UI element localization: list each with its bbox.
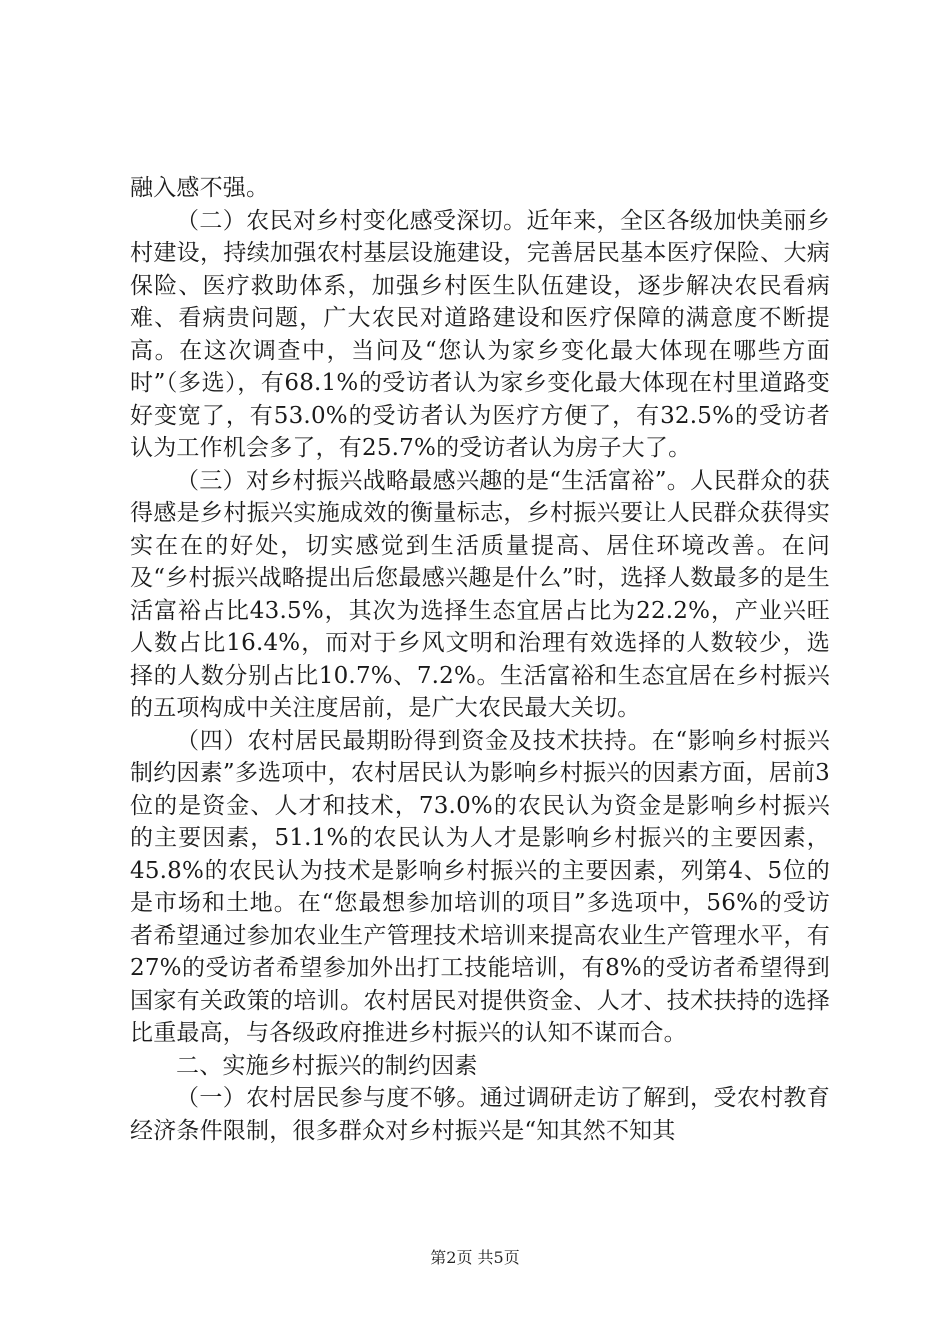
section-heading: 二、实施乡村振兴的制约因素 — [176, 1052, 478, 1079]
paragraph-interest: （三）对乡村振兴战略最感兴趣的是“生活富裕”。人民群众的获得感是乡村振兴实施成效的衡量标志，乡村振兴要让人民群众获得实实在在的好处，切实感觉到生活质量提高、居住环境改善。在问及“乡村振兴战略提出后您最感兴趣是什么”时，选择人数最多的是生活富裕占比43.5%，其次为选择生态宜居占比为22.2%，产业兴旺人数占比16.4%，而对于乡风文明和治理有效选择的人数较少，选择的人数分别占比10.7%、7.2%。生活富裕和生态宜居在乡村振兴的五项构成中关注度居前，是广大农民最大关切。 — [130, 467, 830, 721]
document-body — [130, 172, 830, 1147]
page-footer: 第2页 共5页 — [430, 1248, 520, 1267]
paragraph-rural-change: （二）农民对乡村变化感受深切。近年来，全区各级加快美丽乡村建设，持续加强农村基层设施建设，完善居民基本医疗保险、大病保险、医疗救助体系，加强乡村医生队伍建设，逐步解决农民看病难、看病贵问题，广大农民对道路建设和医疗保障的满意度不断提高。在这次调查中，当问及“您认为家乡变化最大体现在哪些方面时”（多选），有68.1%的受访者认为家乡变化最大体现在村里道路变好变宽了，有53.0%的受访者认为医疗方便了，有32.5%的受访者认为工作机会多了，有25.7%的受访者认为房子大了。 — [130, 207, 830, 461]
paragraph-continuation: 融入感不强。 — [130, 175, 270, 201]
paragraph-participation: （一）农村居民参与度不够。通过调研走访了解到，受农村教育经济条件限制，很多群众对乡村振兴是“知其然不知其 — [130, 1085, 830, 1144]
paragraph-support: （四）农村居民最期盼得到资金及技术扶持。在“影响乡村振兴制约因素”多选项中，农村居民认为影响乡村振兴的因素方面，居前3位的是资金、人才和技术，73.0%的农民认为资金是影响乡村振兴的主要因素，51.1%的农民认为人才是影响乡村振兴的主要因素，45.8%的农民认为技术是影响乡村振兴的主要因素，列第4、5位的是市场和土地。在“您最想参加培训的项目”多选项中，56%的受访者希望通过参加农业生产管理技术培训来提高农业生产管理水平，有27%的受访者希望参加外出打工技能培训，有8%的受访者希望得到国家有关政策的培训。农村居民对提供资金、人才、技术扶持的选择比重最高，与各级政府推进乡村振兴的认知不谋而合。 — [130, 727, 830, 1046]
